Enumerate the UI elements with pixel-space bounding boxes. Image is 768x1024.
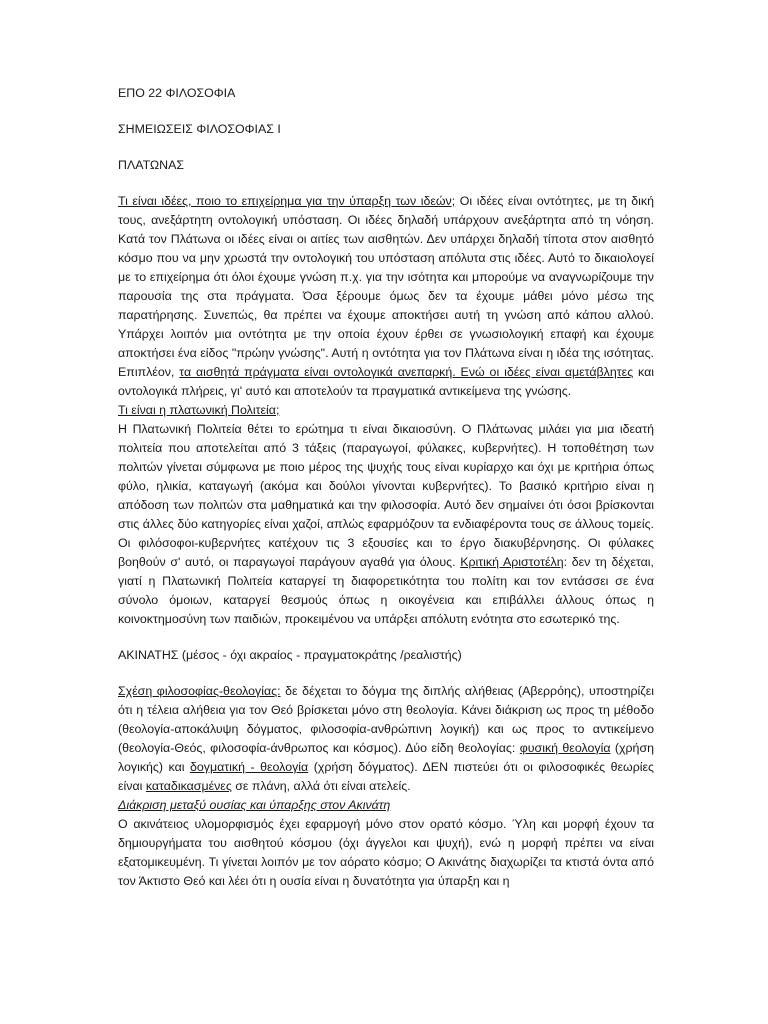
condemned-term: καταδικασμένες bbox=[145, 779, 232, 793]
republic-text-a: Η Πλατωνική Πολιτεία θέτει το ερώτημα τι είναι δικαιοσύνη. Ο Πλάτωνας μιλάει για μια ιδεατή πολιτεία που αποτελείται από 3 τάξεις (παραγωγοί, φύλακες, κυβερνήτες). Η τοποθέτηση των πολιτών γίνεται σύμφωνα με ποιο μέρος της ψυχής τους είναι κυρίαρχο και όχι με κριτήρια όπως φύλο, ηλικία, καταγωγή (ακόμα και δούλοι γίνονται κυβερνήτες). Το βασικό κριτήριο είναι η απόδοση των πολιτών στα μαθηματικά και την φιλοσοφία. Αυτό δεν σημαίνει ότι όσοι βρίσκονται στις άλλες δύο κατηγορίες είναι χαζοί, απλώς εφαρμόζουν τα ενδιαφέροντα τους σε άλλους τομείς. Οι φιλόσοφοι-κυβερνήτες κατέχουν τις 3 εξουσίες και το έργο διακυβέρνησης. Οι φύλακες βοηθούν σ' αυτό, οι παραγωγοί παράγουν αγαθά για όλους. bbox=[118, 422, 654, 569]
essence-existence-paragraph bbox=[118, 815, 654, 891]
natural-theology-term: φυσική θεολογία bbox=[519, 741, 611, 755]
ideas-text-a: Οι ιδέες είναι οντότητες, με τη δική τους, ανεξάρτητη οντολογική υπόσταση. Οι ιδέες δηλαδή υπάρχουν ανεξάρτητα από τη νόηση. Κατά τον Πλάτωνα οι ιδέες είναι οι αιτίες των αισθητών. Δεν υπάρχει δηλαδή τίποτα στον αισθητό κόσμο που να μην χρωστά την οντολογική του υπόσταση απόλυτα στις ιδέες. Αυτό το δικαιολογεί με το επιχείρημα ότι όλοι έχουμε γνώση π.χ. για την ισότητα και μπορούμε να αναγνωρίζουμε την παρουσία της στα πράγματα. Όσα ξέρουμε όμως δεν τα έχουμε μάθει μόνο μέσω της παρατήρησης. Συνεπώς, θα πρέπει να έχουμε αποκτήσει αυτή τη γνώση από κάπου αλλού. Υπάρχει λοιπόν μια οντότητα με την οποία έχουν έρθει σε γνωσιολογική επαφή και έχουμε αποκτήσει ένα είδος "πρώην γνώσης". Αυτή η οντότητα για τον Πλάτωνα είναι η ιδέα της ισότητας. Επιπλέον, bbox=[118, 194, 655, 379]
essence-existence-label: Διάκριση μεταξύ ουσίας και ύπαρξης στον Ακινάτη bbox=[118, 798, 391, 812]
republic-text-b: : δεν τη δέχεται, γιατί η Πλατωνική Πολιτεία καταργεί τη διαφορετικότητα του πολίτη και τον εντάσσει σε ένα σύνολο όμοιων, καταργεί θεσμούς όπως η οικογένεια και επιβάλλει άλλους όπως η κοινοκτημοσύνη των παιδιών, προκειμένου να υπάρξει απόλυτη ενότητα στο εσωτερικό της. bbox=[118, 555, 654, 626]
philosophy-theology-label: Σχέση φιλοσοφίας-θεολογίας: bbox=[118, 684, 281, 698]
question-republic bbox=[118, 401, 654, 420]
theology-text-b: (χρήση λογικής) και bbox=[118, 741, 654, 774]
essence-existence-text: Ο ακινάτειος υλομορφισμός έχει εφαρμογή μόνο στον ορατό κόσμο. Ύλη και μορφή έχουν τα δημιουργήματα του αισθητού κόσμου (όχι άγγελοι και ψυχή), ενώ η μορφή πρέπει να είναι εξατομικευμένη. Τι γίνεται λοιπόν με τον αόρατο κόσμο; Ο Ακινάτης διαχωρίζει τα κτιστά όντα από τον Άκτιστο Θεό και λέει ότι η ουσία είναι η δυνατότητα για ύπαρξη και η bbox=[118, 817, 654, 888]
theology-text-d: σε πλάνη, αλλά ότι είναι ατελείς. bbox=[231, 779, 411, 793]
essence-existence-heading bbox=[118, 796, 654, 815]
plato-ideas-paragraph bbox=[118, 192, 654, 401]
course-title: ΕΠΟ 22 ΦΙΛΟΣΟΦΙΑ bbox=[118, 86, 236, 100]
section-title-plato: ΠΛΑΤΩΝΑΣ bbox=[118, 158, 185, 172]
theology-text-a: δε δέχεται το δόγμα της διπλής αλήθειας (Αβερρόης), υποστηρίζει ότι η τέλεια αλήθεια για τον Θεό βρίσκεται μόνο στη θεολογία. Κάνει διάκριση ως προς τη μέθοδο (θεολογία-αποκάλυψη δόγματος, φιλοσοφία-ανθρώπινη λογική) και ως προς το αντικείμενο (θεολογία-Θεός, φιλοσοφία-άνθρωπος και κόσμος). Δύο είδη θεολογίας: bbox=[118, 684, 654, 755]
section-title-aquinas: ΑΚΙΝΑΤΗΣ (μέσος - όχι ακραίος - πραγματοκράτης /ρεαλιστής) bbox=[118, 648, 462, 662]
ideas-text-b: και οντολογικά πλήρεις, γι' αυτό και αποτελούν τα πραγματικά αντικείμενα της γνώσης. bbox=[118, 365, 654, 398]
ideas-text-underlined: τα αισθητά πράγματα είναι οντολογικά ανεπαρκή. Ενώ οι ιδέες είναι αμετάβλητες bbox=[179, 365, 634, 379]
republic-paragraph bbox=[118, 420, 654, 629]
question-republic-text: Τι είναι η πλατωνική Πολιτεία; bbox=[118, 403, 280, 417]
question-ideas: Τι είναι ιδέες, ποιο το επιχείρημα για την ύπαρξη των ιδεών; bbox=[118, 194, 456, 208]
aquinas-theology-paragraph bbox=[118, 682, 654, 796]
dogmatic-theology-term: δογματική - θεολογία bbox=[189, 760, 309, 774]
theology-text-c: (χρήση δόγματος). ΔΕΝ πιστεύει ότι οι φιλοσοφικές θεωρίες είναι bbox=[118, 760, 654, 793]
aristotle-critique-label: Κριτική Αριστοτέλη bbox=[460, 555, 564, 569]
notes-title: ΣΗΜΕΙΩΣΕΙΣ ΦΙΛΟΣΟΦΙΑΣ Ι bbox=[118, 122, 281, 136]
document-page bbox=[118, 84, 654, 891]
